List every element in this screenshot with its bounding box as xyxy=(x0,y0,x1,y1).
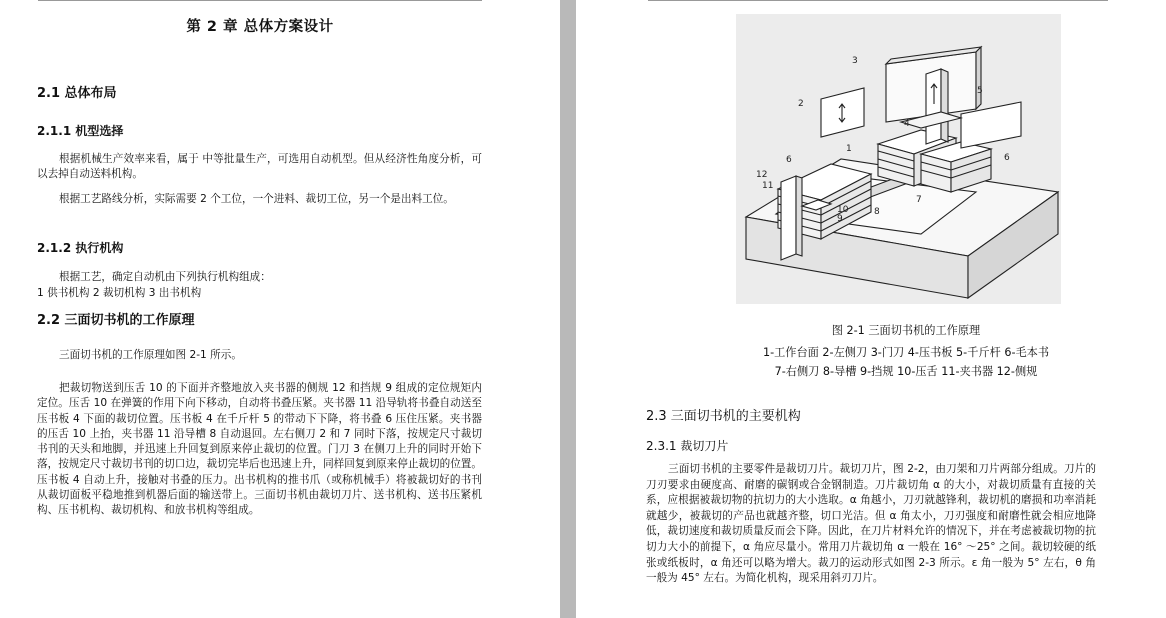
diagram-label-8: 8 xyxy=(874,207,880,217)
section-2-1-heading: 2.1 总体布局 xyxy=(37,86,117,101)
paragraph-model-selection: 根据机械生产效率来看，属于 中等批量生产，可选用自动机型。但从经济性角度分析，可以去掉自动送料机构。 xyxy=(37,153,482,180)
page-gutter xyxy=(560,0,576,618)
paragraph-actuators-intro: 根据工艺，确定自动机由下列执行机构组成： xyxy=(59,271,271,283)
figure-caption-legend-1: 1-工作台面 2-左侧刀 3-门刀 4-压书板 5-千斤杆 6-毛本书 xyxy=(762,346,1050,359)
diagram-label-3: 3 xyxy=(852,56,858,66)
paragraph-principle-intro: 三面切书机的工作原理如图 2-1 所示。 xyxy=(59,349,242,361)
diagram-label-6-left: 6 xyxy=(786,155,792,165)
diagram-label-6-right: 6 xyxy=(1004,153,1010,163)
diagram-label-4: 4 xyxy=(904,119,910,129)
diagram-label-9: 9 xyxy=(837,214,843,224)
diagram-label-5: 5 xyxy=(977,86,983,96)
paragraph-process-stations: 根据工艺路线分析，实际需要 2 个工位，一个进料、裁切工位，另一个是出料工位。 xyxy=(59,193,454,205)
section-2-1-1-heading: 2.1.1 机型选择 xyxy=(37,124,124,138)
diagram-label-12: 12 xyxy=(756,170,768,180)
trimmer-machine-drawing xyxy=(736,14,1061,304)
chapter-title: 第 2 章 总体方案设计 xyxy=(186,19,334,35)
figure-caption-title: 图 2-1 三面切书机的工作原理 xyxy=(831,324,981,337)
paragraph-actuators-list: 1 供书机构 2 裁切机构 3 出书机构 xyxy=(37,287,202,299)
diagram-label-7: 7 xyxy=(916,195,922,205)
diagram-label-1: 1 xyxy=(846,144,852,154)
figure-caption-legend-2: 7-右侧刀 8-导槽 9-挡规 10-压舌 11-夹书器 12-侧规 xyxy=(774,365,1038,378)
figure-2-1-trimmer-diagram xyxy=(736,14,1061,304)
section-2-3-heading: 2.3 三面切书机的主要机构 xyxy=(646,409,801,424)
left-page xyxy=(0,0,560,618)
header-rule xyxy=(38,0,482,1)
right-page xyxy=(576,0,1166,618)
section-2-2-heading: 2.2 三面切书机的工作原理 xyxy=(37,313,195,328)
diagram-label-11: 11 xyxy=(762,181,774,191)
diagram-label-2: 2 xyxy=(798,99,804,109)
paragraph-working-principle: 把裁切物送到压舌 10 的下面并齐整地放入夹书器的侧规 12 和挡规 9 组成的定位规矩内定位。压舌 10 在弹簧的作用下向下移动，自动将书叠压紧。夹书器 11 沿导轨将书叠自动送至压书板 4 下面的裁切位置。压书板 4 在千斤杆 5 的带动下下降，将书叠 6 压住压紧。夹书器的压舌 10 上抬，夹书器 11 沿导槽 8 自动退回。左右侧刀 2 和 7 同时下落，按规定尺寸裁切书刊的天头和地脚，并迅速上升回复到原来停止裁切的位置。门刀 3 在侧刀上升的同时开始下落，按规定尺寸裁切书刊的切口边，裁切完毕后也迅速上升，同样回复到原来停止裁切的位置。压书板 4 自动上升，接触对书叠的压力。出书机构的推书爪（或称机械手）将被裁切好的书刊从裁切面板平稳地推到机器后面的输送带上。三面切书机由裁切刀片、送书机构、送书压紧机构、压书机构、裁切机构、和放书机构等组成。 xyxy=(37,382,482,517)
section-2-1-2-heading: 2.1.2 执行机构 xyxy=(37,241,124,255)
header-rule xyxy=(648,0,1108,1)
diagram-label-10: 10 xyxy=(837,205,849,215)
paragraph-cutting-blade: 三面切书机的主要零件是裁切刀片。裁切刀片，图 2-2，由刀架和刀片两部分组成。刀片的刀刃要求由硬度高、耐磨的碳钢或合金钢制造。刀片裁切角 α 的大小，对裁切质量有直接的关系，应根据被裁切物的抗切力的大小选取。α 角越小，刀刃就越锋利，裁切机的磨损和功率消耗就越少，被裁切的产品也就越齐整，切口光洁。但 α 角太小，刀刃强度和耐磨性就会相应地降低，裁切速度和裁切质量反而会下降。因此，在刀片材料允许的情况下，并在考虑被裁切物的抗切力大小的前提下，α 角应尽量小。常用刀片裁切角 α 一般在 16° ～25° 之间。裁切较硬的纸张或纸板时，α 角还可以略为增大。裁刀的运动形式如图 2-3 所示。ε 角一般为 5° 左右，θ 角一般为 45° 左右。为简化机构，现采用斜刃刀片。 xyxy=(646,463,1096,585)
section-2-3-1-heading: 2.3.1 裁切刀片 xyxy=(646,439,729,453)
